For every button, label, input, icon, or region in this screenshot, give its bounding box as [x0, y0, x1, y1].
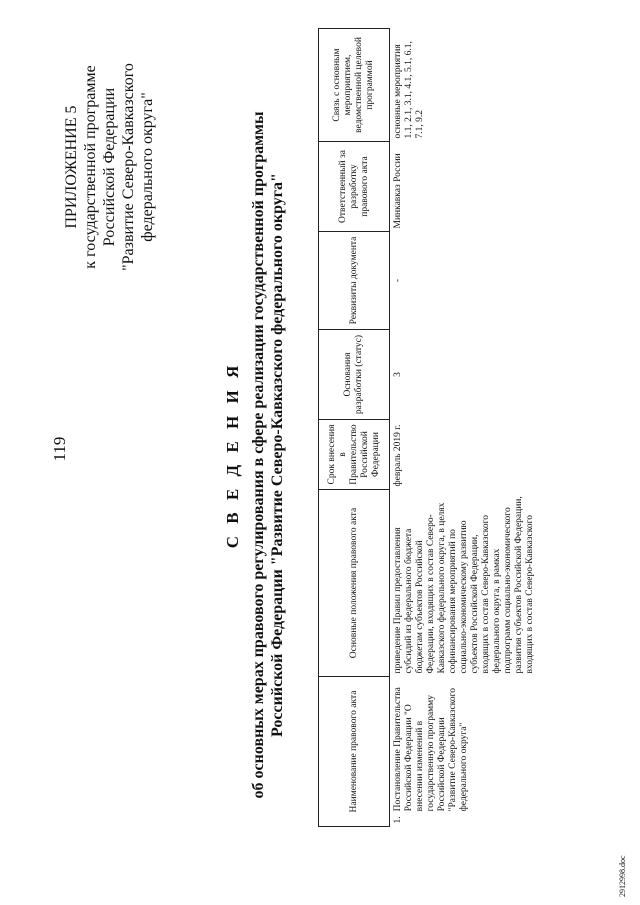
act-name-text: Постановление Правительства Российской Федерации "О внесении изменений в государственную программу Российской Федерации "Развитие Северо-Кавказского федерального округа" [393, 687, 469, 812]
column-header-basis: Основания разработки (статус) [319, 330, 390, 420]
appendix-block [62, 17, 157, 317]
cell-basis: 3 [393, 372, 403, 377]
title-heading: С В Е Д Е Н И Я [223, 361, 242, 549]
appendix-line: к государственной программе [82, 65, 99, 269]
column-header-responsible: Ответственный за разработку правового акта [319, 142, 390, 232]
column-header-requisites: Реквизиты документа [319, 232, 390, 330]
cell-provisions: приведение Правил предоставления субсидий из федерального бюджета бюджетам субъектов Российской Федерации, входящих в состав Северо-Кавказского федерального округа, в целях софинансирования мероприятий по социально-экономическому развитию субъектов Российской Федерации, входящих в состав Северо-Кавказского федерального округа, в рамках подпрограмм социально-экономического развития субъектов Российской Федерации, входящих в состав Северо-Кавказского [393, 496, 535, 674]
page-number: 119 [50, 436, 69, 462]
measures-table [318, 28, 536, 827]
column-header-act-name: Наименование правового акта [319, 677, 390, 827]
table-row [390, 29, 537, 827]
cell-deadline: февраль 2019 г. [393, 424, 403, 487]
cell-responsible: Минкавказ России [393, 153, 403, 229]
appendix-line: Российской Федерации [101, 87, 118, 247]
title-subtitle-line1: об основных мерах правового регулирования в сфере реализации государственной программы [250, 111, 267, 799]
table-header-row [319, 29, 390, 827]
footer-document-code: 2912998.doc [618, 855, 627, 897]
cell-act-name [390, 677, 537, 827]
cell-requisites: - [393, 278, 403, 283]
title-subtitle-line2: Российской Федерации "Развитие Северо-Кавказского федерального округа" [269, 173, 286, 737]
appendix-line: "Развитие Северо-Кавказского [120, 63, 137, 271]
column-header-link: Связь с основным мероприятием, ведомственной целевой программой [319, 29, 390, 142]
column-header-provisions: Основные положения правового акта [319, 490, 390, 677]
column-header-deadline: Срок внесения в Правительство Российской Федерации [319, 420, 390, 490]
appendix-line: ПРИЛОЖЕНИЕ 5 [63, 105, 80, 229]
appendix-line: федерального округа" [139, 92, 156, 242]
document-title [223, 65, 287, 845]
cell-link: основные мероприятия 1.1, 2.1, 3.1, 4.1, 5.1, 6.1, 7.1, 9.2 [393, 41, 425, 139]
row-number: 1. [393, 816, 403, 824]
